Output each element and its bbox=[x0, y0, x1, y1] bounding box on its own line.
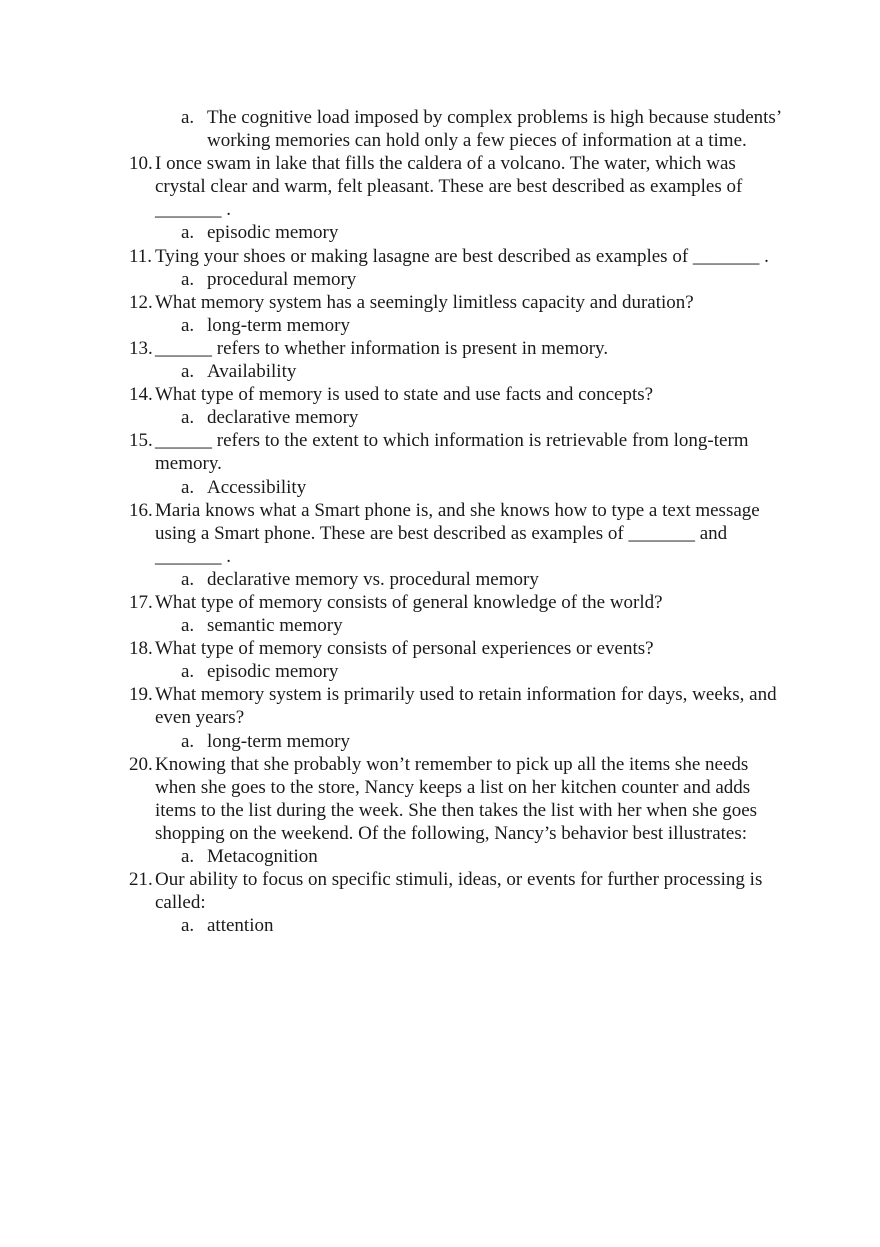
answer-text: attention bbox=[207, 915, 274, 937]
question-list bbox=[129, 106, 789, 937]
question-number: 21. bbox=[129, 869, 153, 891]
answer-text: The cognitive load imposed by complex problems is high because students’ working memories can hold only a few pieces of information at a time. bbox=[207, 107, 781, 152]
question-item bbox=[129, 337, 789, 360]
question-text: Knowing that she probably won’t remember to pick up all the items she needs when she goes to the store, Nancy keeps a list on her kitchen counter and adds items to the list during the week. She then takes the list with her when she goes shopping on the weekend. Of the following, Nancy’s behavior best illustrates: bbox=[155, 753, 758, 844]
answer-letter: a. bbox=[181, 107, 195, 128]
question-number: 14. bbox=[129, 384, 153, 406]
answer-text: semantic memory bbox=[207, 615, 343, 637]
answer-text: declarative memory bbox=[207, 407, 359, 429]
answer-item bbox=[129, 476, 789, 499]
question-item bbox=[129, 753, 789, 845]
question-number: 11. bbox=[129, 245, 153, 267]
question-text: What type of memory consists of general knowledge of the world? bbox=[155, 591, 663, 613]
answer-text: declarative memory vs. procedural memory bbox=[207, 568, 539, 590]
answer-item bbox=[129, 730, 789, 753]
question-item bbox=[129, 245, 789, 268]
answer-item bbox=[129, 314, 789, 337]
question-number: 17. bbox=[129, 591, 153, 613]
answer-letter: a. bbox=[181, 314, 195, 336]
question-text: What type of memory consists of personal experiences or events? bbox=[155, 638, 654, 660]
answer-text: long-term memory bbox=[207, 730, 350, 752]
answer-text: Availability bbox=[207, 361, 297, 383]
answer-item bbox=[129, 268, 789, 291]
question-item bbox=[129, 591, 789, 614]
answer-text: procedural memory bbox=[207, 268, 357, 290]
answer-item bbox=[129, 221, 789, 244]
question-item bbox=[129, 499, 789, 568]
question-number: 19. bbox=[129, 684, 153, 706]
answer-letter: a. bbox=[181, 476, 195, 498]
answer-text: Metacognition bbox=[207, 846, 318, 867]
question-text: Our ability to focus on specific stimuli, ideas, or events for further processing is called: bbox=[155, 869, 763, 914]
answer-text: episodic memory bbox=[207, 661, 339, 683]
question-item bbox=[129, 637, 789, 660]
question-text: Maria knows what a Smart phone is, and she knows how to type a text message using a Smart phone. These are best described as examples of _______ and _______ . bbox=[155, 499, 760, 567]
answer-text: Accessibility bbox=[207, 476, 307, 498]
answer-letter: a. bbox=[181, 615, 195, 637]
answer-item bbox=[129, 568, 789, 591]
question-text: ______ refers to whether information is present in memory. bbox=[155, 337, 609, 359]
question-text: I once swam in lake that fills the caldera of a volcano. The water, which was crystal clear and warm, felt pleasant. These are best described as examples of _______ . bbox=[155, 153, 743, 221]
answer-item bbox=[129, 845, 789, 868]
question-item bbox=[129, 291, 789, 314]
question-text: ______ refers to the extent to which information is retrievable from long-term memory. bbox=[155, 430, 749, 475]
answer-letter: a. bbox=[181, 730, 195, 752]
question-item bbox=[129, 429, 789, 475]
answer-letter: a. bbox=[181, 915, 195, 937]
answer-letter: a. bbox=[181, 222, 195, 244]
question-text: Tying your shoes or making lasagne are best described as examples of _______ . bbox=[155, 245, 769, 267]
question-number: 20. bbox=[129, 753, 153, 775]
answer-letter: a. bbox=[181, 846, 195, 867]
question-item bbox=[129, 683, 789, 729]
question-number: 18. bbox=[129, 638, 153, 660]
answer-letter: a. bbox=[181, 568, 195, 590]
answer-text: episodic memory bbox=[207, 222, 339, 244]
answer-item bbox=[129, 614, 789, 637]
question-number: 16. bbox=[129, 499, 153, 521]
answer-letter: a. bbox=[181, 407, 195, 429]
answer-item bbox=[129, 360, 789, 383]
question-item bbox=[129, 152, 789, 221]
question-number: 10. bbox=[129, 153, 153, 175]
answer-text: long-term memory bbox=[207, 314, 350, 336]
question-item bbox=[129, 868, 789, 914]
answer-item bbox=[129, 914, 789, 937]
question-text: What type of memory is used to state and use facts and concepts? bbox=[155, 384, 654, 406]
answer-item bbox=[129, 106, 789, 152]
answer-item bbox=[129, 660, 789, 683]
answer-item bbox=[129, 406, 789, 429]
answer-letter: a. bbox=[181, 361, 195, 383]
question-number: 15. bbox=[129, 430, 153, 452]
question-text: What memory system has a seemingly limitless capacity and duration? bbox=[155, 291, 694, 313]
question-item bbox=[129, 383, 789, 406]
answer-letter: a. bbox=[181, 661, 195, 683]
question-number: 13. bbox=[129, 337, 153, 359]
answer-letter: a. bbox=[181, 268, 195, 290]
question-number: 12. bbox=[129, 291, 153, 313]
question-text: What memory system is primarily used to retain information for days, weeks, and even years? bbox=[155, 684, 777, 729]
